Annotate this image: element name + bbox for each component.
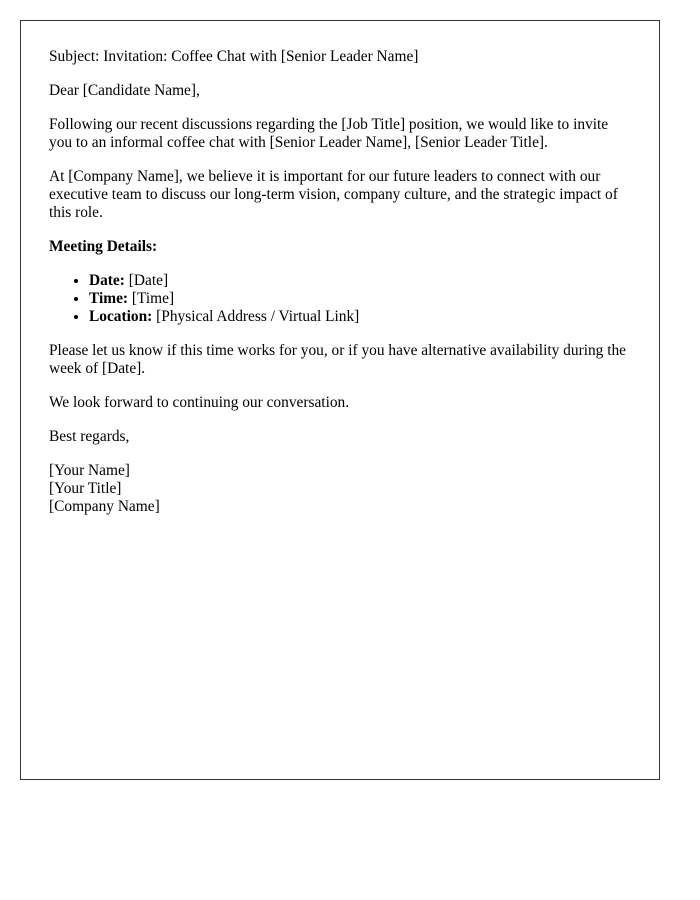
letter-document bbox=[20, 20, 660, 780]
meeting-details-heading: Meeting Details: bbox=[49, 238, 158, 255]
detail-value: [Physical Address / Virtual Link] bbox=[156, 308, 360, 325]
closing-sentence: We look forward to continuing our conversation. bbox=[49, 394, 350, 411]
detail-label: Location: bbox=[89, 308, 153, 325]
company-paragraph: At [Company Name], we believe it is important for our future leaders to connect with our executive team to discuss our long-term vision, company culture, and the strategic impact of this role. bbox=[49, 168, 618, 221]
sign-off: Best regards, bbox=[49, 428, 130, 445]
availability-paragraph: Please let us know if this time works for you, or if you have alternative availability during the week of [Date]. bbox=[49, 342, 627, 377]
intro-paragraph: Following our recent discussions regarding the [Job Title] position, we would like to invite you to an informal coffee chat with [Senior Leader Name], [Senior Leader Title]. bbox=[49, 116, 609, 151]
detail-label: Time: bbox=[89, 290, 129, 307]
signature-company: [Company Name] bbox=[49, 498, 160, 515]
detail-label: Date: bbox=[89, 272, 125, 289]
meeting-details-list bbox=[49, 272, 631, 326]
email-subject: Subject: Invitation: Coffee Chat with [Senior Leader Name] bbox=[49, 48, 419, 65]
detail-value: [Date] bbox=[128, 272, 169, 289]
meeting-detail-time bbox=[89, 290, 631, 308]
meeting-detail-date bbox=[89, 272, 631, 290]
signature-title: [Your Title] bbox=[49, 480, 122, 497]
signature-block bbox=[49, 462, 631, 516]
greeting: Dear [Candidate Name], bbox=[49, 82, 200, 99]
signature-name: [Your Name] bbox=[49, 462, 130, 479]
detail-value: [Time] bbox=[131, 290, 175, 307]
meeting-detail-location bbox=[89, 308, 631, 326]
